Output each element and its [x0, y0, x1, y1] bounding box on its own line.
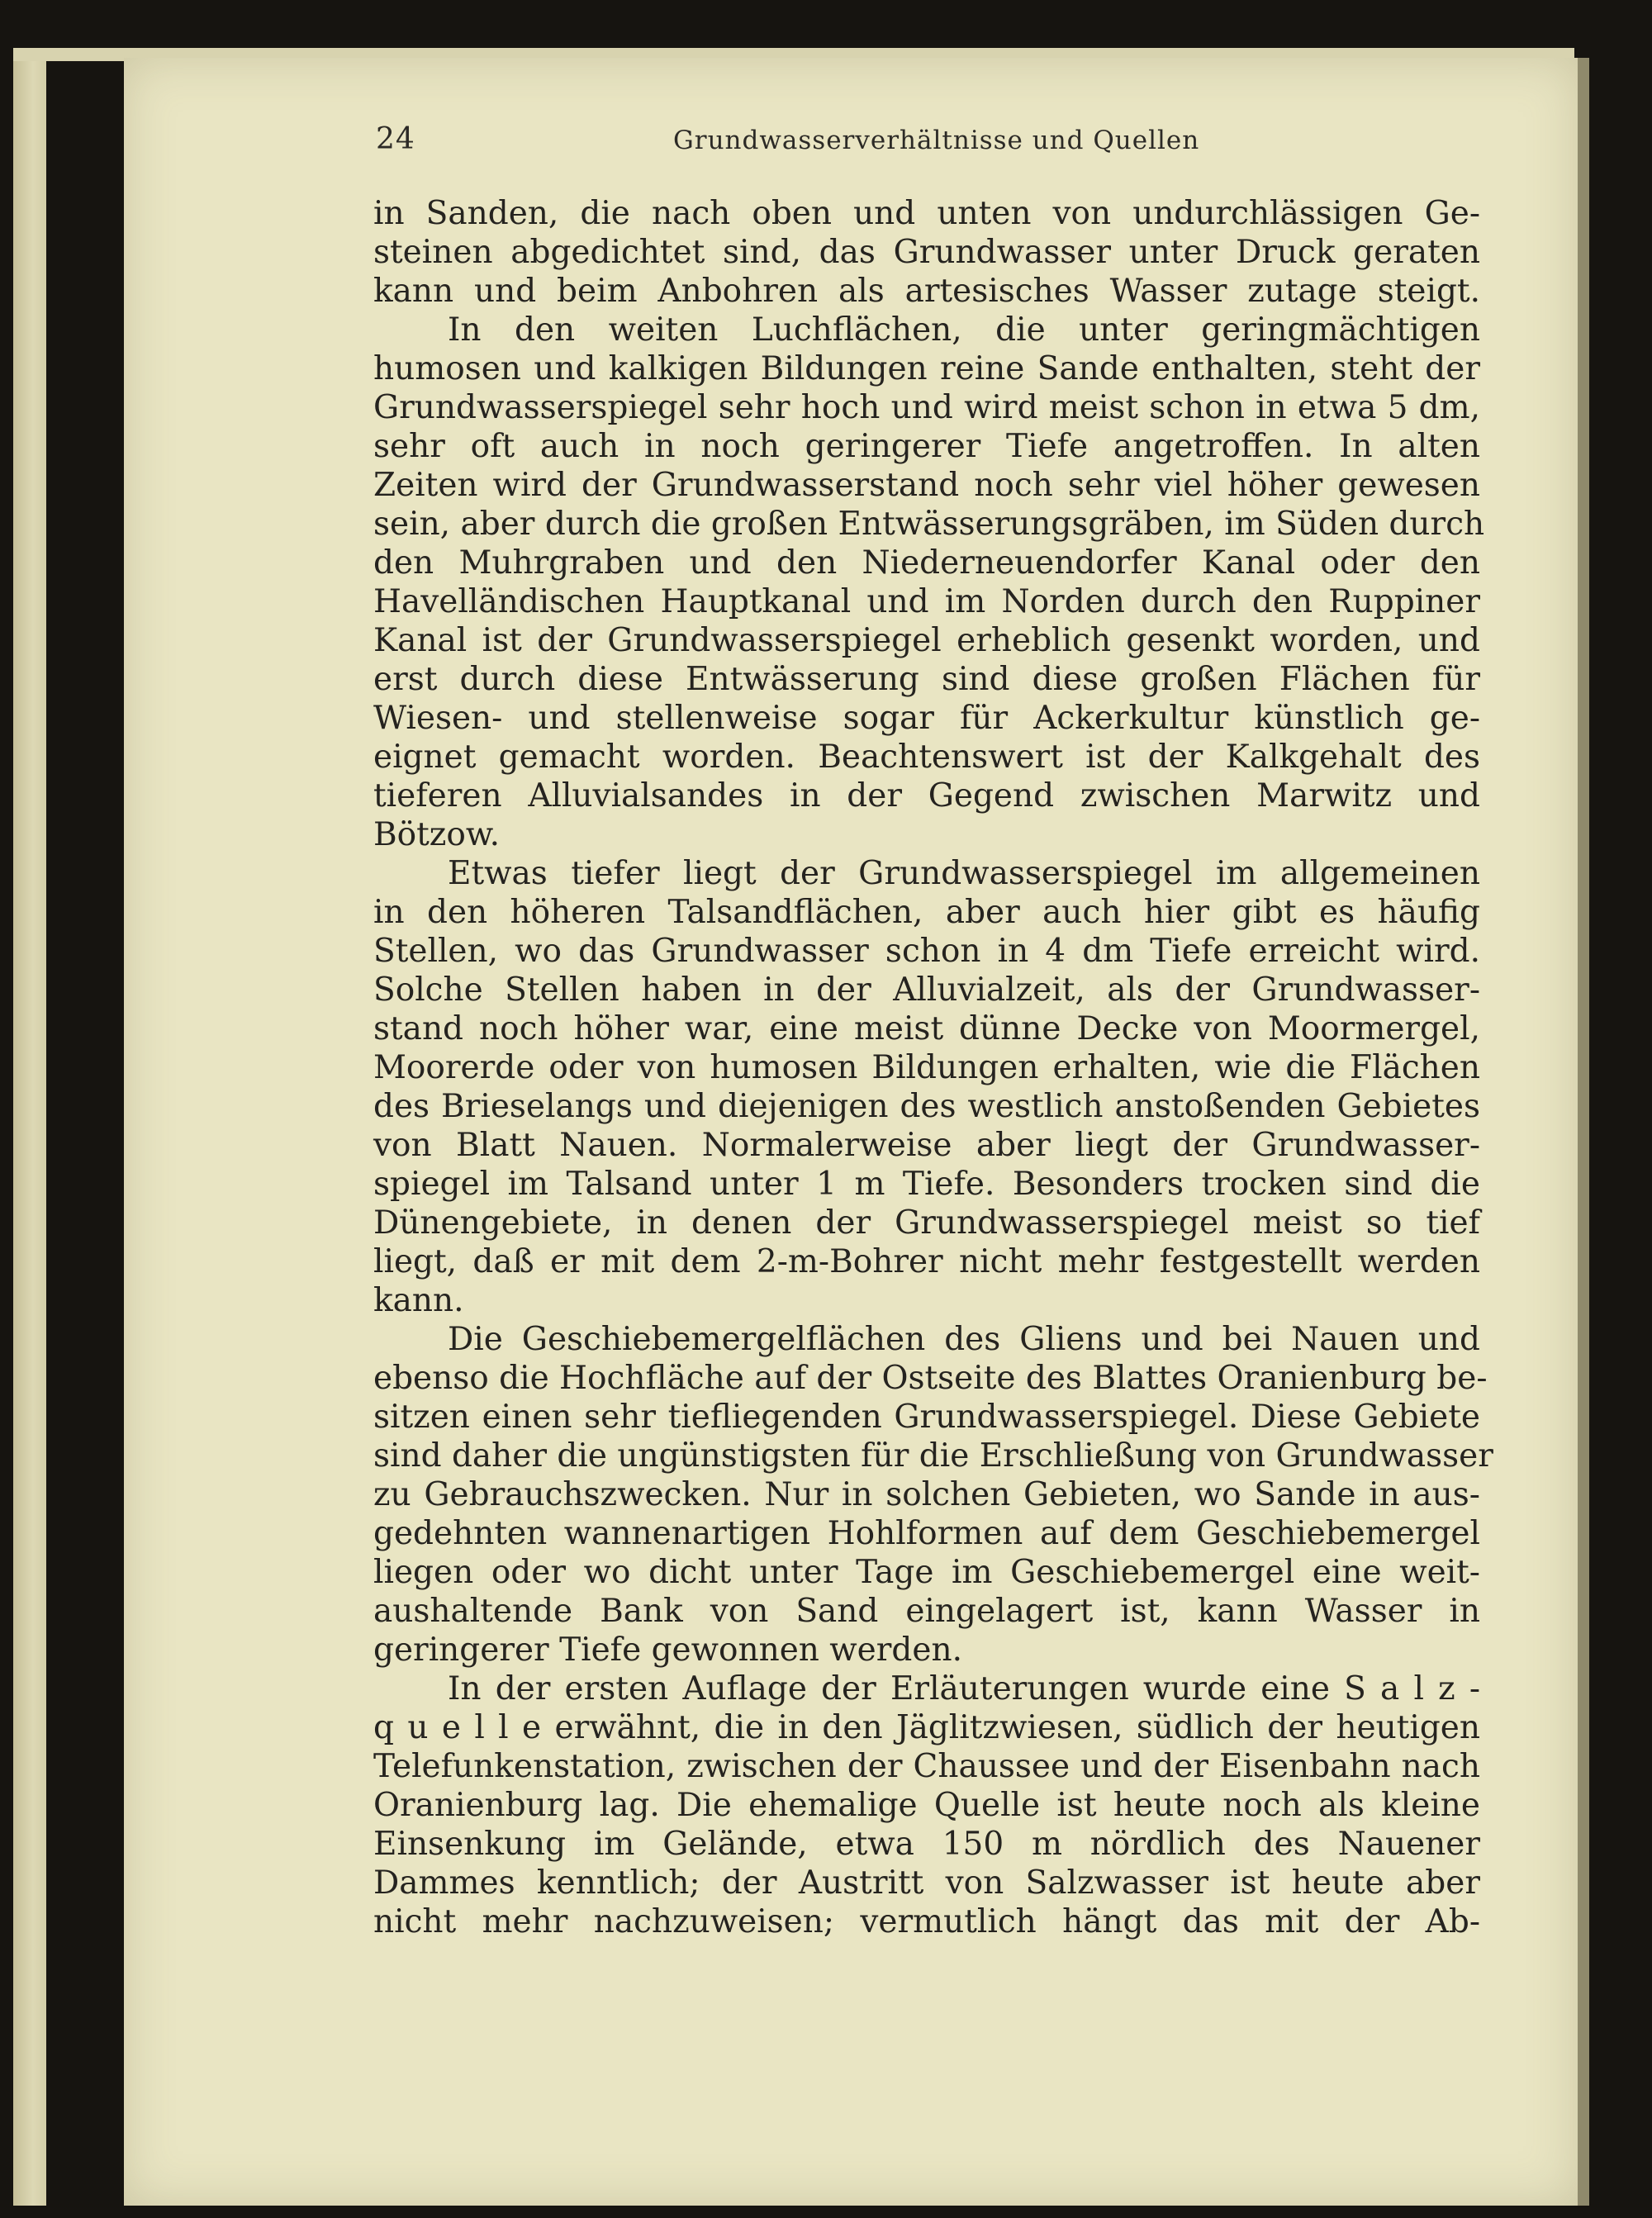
- page-header: [252, 122, 1474, 165]
- text-line: Bötzow.: [373, 816, 500, 853]
- paragraph: [373, 854, 1480, 1320]
- text-line: Die Geschiebemergelflächen des Gliens und bei Nauen und: [448, 1321, 1480, 1358]
- text-line: steinen abgedichtet sind, das Grundwasser unter Druck geraten: [373, 234, 1480, 271]
- body-text: [373, 194, 1493, 1941]
- text-line: gedehnten wannenartigen Hohlformen auf dem Geschiebemergel: [373, 1515, 1480, 1552]
- text-line: von Blatt Nauen. Normalerweise aber liegt der Grundwasser-: [373, 1127, 1480, 1164]
- text-line: In der ersten Auflage der Erläuterungen wurde eine S a l z -: [448, 1670, 1480, 1707]
- text-line: humosen und kalkigen Bildungen reine Sande enthalten, steht der: [373, 350, 1480, 387]
- text-line: liegen oder wo dicht unter Tage im Geschiebemergel eine weit-: [373, 1554, 1480, 1591]
- text-line: des Brieselangs und diejenigen des westlich anstoßenden Gebietes: [373, 1088, 1480, 1125]
- text-line: Oranienburg lag. Die ehemalige Quelle ist heute noch als kleine: [373, 1787, 1480, 1824]
- text-line: erst durch diese Entwässerung sind diese großen Flächen für: [373, 661, 1480, 698]
- text-line: Einsenkung im Gelände, etwa 150 m nördlich des Nauener: [373, 1826, 1480, 1863]
- text-line: zu Gebrauchszwecken. Nur in solchen Gebieten, wo Sande in aus-: [373, 1476, 1480, 1513]
- text-line: eignet gemacht worden. Beachtenswert ist der Kalkgehalt des: [373, 739, 1480, 776]
- text-line: nicht mehr nachzuweisen; vermutlich hängt das mit der Ab-: [373, 1903, 1480, 1940]
- text-line: sehr oft auch in noch geringerer Tiefe angetroffen. In alten: [373, 428, 1480, 465]
- paragraph: [373, 1320, 1493, 1669]
- text-line: sitzen einen sehr tiefliegenden Grundwasserspiegel. Diese Gebiete: [373, 1399, 1480, 1436]
- text-line: Etwas tiefer liegt der Grundwasserspiegel im allgemeinen: [448, 855, 1480, 892]
- text-line: Solche Stellen haben in der Alluvialzeit, als der Grundwasser-: [373, 971, 1480, 1009]
- text-line: Wiesen- und stellenweise sogar für Ackerkultur künstlich ge-: [373, 700, 1480, 737]
- text-line: Dammes kenntlich; der Austritt von Salzwasser ist heute aber: [373, 1864, 1480, 1902]
- text-line: sind daher die ungünstigsten für die Erschließung von Grundwasser: [373, 1437, 1493, 1475]
- text-line: in den höheren Talsandflächen, aber auch hier gibt es häufig: [373, 894, 1480, 931]
- text-line: Kanal ist der Grundwasserspiegel erheblich gesenkt worden, und: [373, 622, 1480, 659]
- text-line: Moorerde oder von humosen Bildungen erhalten, wie die Flächen: [373, 1049, 1480, 1086]
- text-line: tieferen Alluvialsandes in der Gegend zwischen Marwitz und: [373, 777, 1480, 815]
- text-line: Havelländischen Hauptkanal und im Norden durch den Ruppiner: [373, 583, 1480, 620]
- paragraph: [373, 1669, 1480, 1941]
- text-line: q u e l l e erwähnt, die in den Jäglitzwiesen, südlich der heutigen: [373, 1709, 1480, 1746]
- text-line: den Muhrgraben und den Niederneuendorfer Kanal oder den: [373, 544, 1480, 582]
- text-line: ebenso die Hochfläche auf der Ostseite des Blattes Oranienburg be-: [373, 1360, 1488, 1397]
- text-line: kann und beim Anbohren als artesisches Wasser zutage steigt.: [373, 273, 1480, 310]
- text-line: spiegel im Talsand unter 1 m Tiefe. Besonders trocken sind die: [373, 1166, 1480, 1203]
- running-title: Grundwasserverhältnisse und Quellen: [673, 126, 1200, 155]
- text-line: in Sanden, die nach oben und unten von undurchlässigen Ge-: [373, 195, 1480, 232]
- text-line: Stellen, wo das Grundwasser schon in 4 dm Tiefe erreicht wird.: [373, 933, 1480, 970]
- page-stack-edge-left: [13, 50, 46, 2206]
- paragraph: [373, 311, 1485, 854]
- text-line: sein, aber durch die großen Entwässerungsgräben, im Süden durch: [373, 506, 1485, 543]
- text-line: Telefunkenstation, zwischen der Chaussee und der Eisenbahn nach: [373, 1748, 1480, 1785]
- text-line: Grundwasserspiegel sehr hoch und wird meist schon in etwa 5 dm,: [373, 389, 1480, 426]
- text-line: geringerer Tiefe gewonnen werden.: [373, 1631, 962, 1669]
- page-number: 24: [376, 122, 415, 156]
- text-line: kann.: [373, 1282, 464, 1319]
- text-line: stand noch höher war, eine meist dünne Decke von Moormergel,: [373, 1010, 1480, 1047]
- text-line: In den weiten Luchflächen, die unter geringmächtigen: [448, 311, 1480, 349]
- text-line: liegt, daß er mit dem 2-m-Bohrer nicht mehr festgestellt werden: [373, 1243, 1480, 1280]
- paragraph: [373, 194, 1480, 311]
- text-line: Dünengebiete, in denen der Grundwasserspiegel meist so tief: [373, 1204, 1480, 1242]
- text-line: Zeiten wird der Grundwasserstand noch sehr viel höher gewesen: [373, 467, 1480, 504]
- page-edge-right: [1578, 58, 1589, 2206]
- text-line: aushaltende Bank von Sand eingelagert ist, kann Wasser in: [373, 1593, 1480, 1630]
